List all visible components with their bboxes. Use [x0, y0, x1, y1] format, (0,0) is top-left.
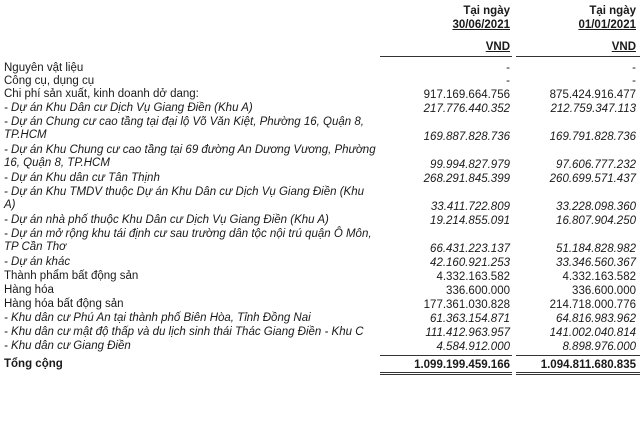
- row-value-2021-01: 4.332.163.582: [562, 271, 636, 283]
- row-label: - Dự án Khu TMDV thuộc Dự án Khu Dân cư Dịch Vụ Giang Điền (Khu A): [4, 186, 364, 211]
- row-value-2021-06: 19.214.855.091: [430, 215, 510, 227]
- total-underline: [380, 374, 512, 375]
- row-label: - Dự án mở rộng khu tái định cư sau trường dân tộc nội trú quận Ô Môn, TP Cần Thơ: [4, 228, 372, 253]
- header-unit: VND: [611, 41, 636, 53]
- row-label: Chi phí sản xuất, kinh doanh dở dang:: [4, 88, 199, 100]
- row-value-2021-01: 33.346.560.367: [556, 257, 636, 269]
- row-label: Thành phẩm bất động sản: [4, 270, 139, 282]
- table-row: [0, 214, 640, 228]
- row-value-2021-06: 917.169.664.756: [423, 89, 510, 101]
- row-value-2021-06: 268.291.845.399: [423, 173, 510, 185]
- table-row: [0, 172, 640, 186]
- total-underline: [516, 372, 640, 373]
- header-divider: [380, 56, 512, 57]
- header-divider: [516, 56, 640, 57]
- row-value-2021-06: 42.160.921.253: [430, 257, 510, 269]
- row-value-2021-06: -: [506, 75, 510, 87]
- table-row: [0, 62, 640, 75]
- row-value-2021-06: -: [506, 62, 510, 74]
- row-value-2021-01: 141.002.040.814: [549, 327, 636, 339]
- table-row: [0, 326, 640, 340]
- row-value-2021-01: 336.600.000: [572, 285, 636, 297]
- row-label: - Dự án Khu Chung cư cao tầng tại 69 đường An Dương Vương, Phường 16, Quận 8, TP.HCM: [4, 144, 376, 169]
- table-row: [0, 298, 640, 312]
- row-value-2021-06: 4.332.163.582: [436, 271, 510, 283]
- header-date: 01/01/2021: [578, 19, 636, 31]
- total-value-2021-01: 1.094.811.680.835: [540, 359, 636, 371]
- table-body: [0, 62, 640, 376]
- header-title: Tại ngày: [589, 5, 636, 17]
- total-divider: [380, 355, 512, 356]
- table-row: [0, 256, 640, 270]
- row-value-2021-01: 51.184.828.982: [556, 243, 636, 255]
- row-value-2021-01: 33.228.098.360: [556, 201, 636, 213]
- row-value-2021-06: 217.776.440.352: [423, 103, 510, 115]
- row-value-2021-01: 212.759.347.113: [550, 103, 636, 115]
- total-row: [0, 358, 640, 372]
- header-unit: VND: [485, 41, 510, 53]
- row-label: - Khu dân cư Giang Điền: [4, 340, 131, 352]
- row-label: Hàng hóa: [4, 284, 54, 296]
- table-row: [0, 340, 640, 354]
- row-label: - Dự án khác: [4, 256, 71, 268]
- row-label: - Khu dân cư Phú An tại thành phố Biên Hòa, Tỉnh Đồng Nai: [4, 312, 311, 324]
- table-row: [0, 75, 640, 88]
- row-value-2021-01: -: [632, 62, 636, 74]
- header-date: 30/06/2021: [452, 19, 510, 31]
- row-value-2021-06: 61.363.154.871: [430, 313, 510, 325]
- row-label: - Dự án Khu Dân cư Dịch Vụ Giang Điền (Khu A): [4, 102, 253, 114]
- header-col-30-06-2021: [452, 4, 510, 54]
- row-label: - Dự án Chung cư cao tầng tại đại lộ Võ Văn Kiệt, Phường 16, Quận 8, TP.HCM: [4, 116, 364, 141]
- header-col-01-01-2021: [578, 4, 636, 54]
- row-value-2021-06: 169.887.828.736: [423, 131, 510, 143]
- table-row: [0, 102, 640, 116]
- row-label: - Dự án Khu dân cư Tân Thịnh: [4, 172, 160, 184]
- total-value-2021-06: 1.099.199.459.166: [414, 359, 510, 371]
- row-value-2021-06: 33.411.722.809: [430, 201, 510, 213]
- total-label: Tổng cộng: [4, 358, 63, 370]
- total-divider: [516, 355, 640, 356]
- table-row: [0, 88, 640, 102]
- table-row: [0, 312, 640, 326]
- row-value-2021-06: 66.431.223.137: [430, 243, 510, 255]
- row-value-2021-01: 64.816.983.962: [556, 313, 636, 325]
- total-underline-row: [0, 372, 640, 376]
- row-value-2021-01: 8.898.976.000: [562, 341, 636, 353]
- row-label: - Khu dân cư mật độ thấp và du lịch sinh thái Thác Giang Điền - Khu C: [4, 326, 364, 338]
- table-row: [0, 186, 640, 214]
- table-row: [0, 284, 640, 298]
- row-value-2021-06: 336.600.000: [446, 285, 510, 297]
- total-underline: [516, 374, 640, 375]
- row-value-2021-06: 177.361.030.828: [423, 299, 510, 311]
- row-value-2021-01: 97.606.777.232: [556, 159, 636, 171]
- header-title: Tại ngày: [463, 5, 510, 17]
- row-value-2021-06: 111.412.963.957: [425, 327, 510, 339]
- row-value-2021-01: -: [632, 75, 636, 87]
- row-value-2021-06: 99.994.827.979: [430, 159, 510, 171]
- table-row: [0, 270, 640, 284]
- row-value-2021-01: 214.718.000.776: [549, 299, 636, 311]
- row-value-2021-06: 4.584.912.000: [436, 341, 510, 353]
- row-label: Nguyên vật liệu: [4, 62, 84, 74]
- table-row: [0, 228, 640, 256]
- row-value-2021-01: 169.791.828.736: [549, 131, 636, 143]
- row-label: Công cụ, dụng cụ: [4, 75, 95, 87]
- row-value-2021-01: 16.807.904.250: [556, 215, 636, 227]
- row-label: Hàng hóa bất động sản: [4, 298, 124, 310]
- row-label: - Dự án nhà phố thuộc Khu Dân cư Dịch Vụ Giang Điền (Khu A): [4, 214, 329, 226]
- row-value-2021-01: 875.424.916.477: [549, 89, 636, 101]
- total-underline: [380, 372, 512, 373]
- row-value-2021-01: 260.699.571.437: [549, 173, 636, 185]
- table-row: [0, 116, 640, 144]
- table-header: [0, 0, 640, 60]
- table-row: [0, 144, 640, 172]
